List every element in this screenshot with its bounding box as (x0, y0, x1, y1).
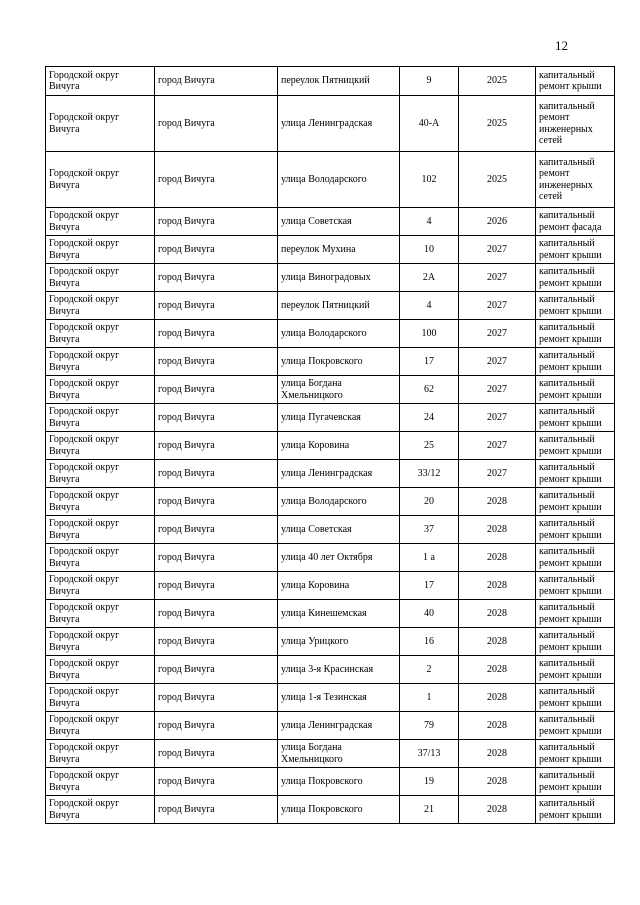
table-row (46, 236, 615, 264)
district-cell: Городской округ Вичуга (46, 600, 155, 628)
street-cell: улица Володарского (278, 488, 400, 516)
street-cell: улица Володарского (278, 320, 400, 348)
table-row (46, 264, 615, 292)
year-cell: 2027 (459, 432, 536, 460)
district-cell: Городской округ Вичуга (46, 572, 155, 600)
year-cell: 2028 (459, 712, 536, 740)
table-row (46, 96, 615, 152)
repair-schedule-table (45, 66, 615, 824)
street-cell: переулок Мухина (278, 236, 400, 264)
year-cell: 2027 (459, 376, 536, 404)
street-cell: улица Богдана Хмельницкого (278, 740, 400, 768)
district-cell: Городской округ Вичуга (46, 292, 155, 320)
house-number-cell: 17 (400, 572, 459, 600)
city-cell: город Вичуга (155, 236, 278, 264)
district-cell: Городской округ Вичуга (46, 432, 155, 460)
work-type-cell: капитальный ремонт крыши (536, 292, 615, 320)
year-cell: 2028 (459, 572, 536, 600)
street-cell: улица Коровина (278, 572, 400, 600)
city-cell: город Вичуга (155, 208, 278, 236)
city-cell: город Вичуга (155, 516, 278, 544)
table-body (46, 67, 615, 824)
district-cell: Городской округ Вичуга (46, 796, 155, 824)
year-cell: 2028 (459, 628, 536, 656)
table-row (46, 656, 615, 684)
house-number-cell: 2 (400, 656, 459, 684)
year-cell: 2027 (459, 292, 536, 320)
district-cell: Городской округ Вичуга (46, 684, 155, 712)
work-type-cell: капитальный ремонт инженерных сетей (536, 152, 615, 208)
year-cell: 2027 (459, 264, 536, 292)
year-cell: 2028 (459, 768, 536, 796)
work-type-cell: капитальный ремонт крыши (536, 348, 615, 376)
city-cell: город Вичуга (155, 600, 278, 628)
city-cell: город Вичуга (155, 404, 278, 432)
district-cell: Городской округ Вичуга (46, 460, 155, 488)
work-type-cell: капитальный ремонт крыши (536, 404, 615, 432)
city-cell: город Вичуга (155, 796, 278, 824)
work-type-cell: капитальный ремонт крыши (536, 628, 615, 656)
work-type-cell: капитальный ремонт крыши (536, 740, 615, 768)
street-cell: улица 3-я Красинская (278, 656, 400, 684)
district-cell: Городской округ Вичуга (46, 376, 155, 404)
street-cell: улица Виноградовых (278, 264, 400, 292)
district-cell: Городской округ Вичуга (46, 236, 155, 264)
city-cell: город Вичуга (155, 572, 278, 600)
street-cell: улица Ленинградская (278, 96, 400, 152)
table-row (46, 320, 615, 348)
district-cell: Городской округ Вичуга (46, 544, 155, 572)
year-cell: 2028 (459, 516, 536, 544)
year-cell: 2027 (459, 460, 536, 488)
street-cell: улица Урицкого (278, 628, 400, 656)
street-cell: улица 1-я Тезинская (278, 684, 400, 712)
city-cell: город Вичуга (155, 152, 278, 208)
year-cell: 2026 (459, 208, 536, 236)
table-row (46, 740, 615, 768)
work-type-cell: капитальный ремонт крыши (536, 320, 615, 348)
city-cell: город Вичуга (155, 432, 278, 460)
work-type-cell: капитальный ремонт крыши (536, 432, 615, 460)
house-number-cell: 102 (400, 152, 459, 208)
house-number-cell: 21 (400, 796, 459, 824)
district-cell: Городской округ Вичуга (46, 628, 155, 656)
house-number-cell: 79 (400, 712, 459, 740)
district-cell: Городской округ Вичуга (46, 516, 155, 544)
house-number-cell: 17 (400, 348, 459, 376)
house-number-cell: 25 (400, 432, 459, 460)
district-cell: Городской округ Вичуга (46, 712, 155, 740)
table-row (46, 432, 615, 460)
district-cell: Городской округ Вичуга (46, 404, 155, 432)
year-cell: 2025 (459, 96, 536, 152)
table-row (46, 376, 615, 404)
house-number-cell: 37 (400, 516, 459, 544)
street-cell: улица 40 лет Октября (278, 544, 400, 572)
street-cell: улица Богдана Хмельницкого (278, 376, 400, 404)
street-cell: улица Коровина (278, 432, 400, 460)
city-cell: город Вичуга (155, 292, 278, 320)
city-cell: город Вичуга (155, 628, 278, 656)
house-number-cell: 2А (400, 264, 459, 292)
page-number: 12 (555, 38, 568, 53)
year-cell: 2025 (459, 67, 536, 96)
work-type-cell: капитальный ремонт крыши (536, 712, 615, 740)
table-row (46, 684, 615, 712)
district-cell: Городской округ Вичуга (46, 320, 155, 348)
city-cell: город Вичуга (155, 712, 278, 740)
house-number-cell: 40 (400, 600, 459, 628)
city-cell: город Вичуга (155, 264, 278, 292)
district-cell: Городской округ Вичуга (46, 152, 155, 208)
city-cell: город Вичуга (155, 656, 278, 684)
district-cell: Городской округ Вичуга (46, 488, 155, 516)
city-cell: город Вичуга (155, 768, 278, 796)
house-number-cell: 1 а (400, 544, 459, 572)
house-number-cell: 62 (400, 376, 459, 404)
table-row (46, 712, 615, 740)
table-row (46, 488, 615, 516)
house-number-cell: 19 (400, 768, 459, 796)
work-type-cell: капитальный ремонт крыши (536, 572, 615, 600)
district-cell: Городской округ Вичуга (46, 656, 155, 684)
street-cell: улица Советская (278, 208, 400, 236)
street-cell: улица Володарского (278, 152, 400, 208)
table-row (46, 292, 615, 320)
year-cell: 2027 (459, 404, 536, 432)
work-type-cell: капитальный ремонт крыши (536, 516, 615, 544)
table-row (46, 544, 615, 572)
work-type-cell: капитальный ремонт инженерных сетей (536, 96, 615, 152)
table-row (46, 516, 615, 544)
house-number-cell: 9 (400, 67, 459, 96)
work-type-cell: капитальный ремонт крыши (536, 67, 615, 96)
table-row (46, 628, 615, 656)
year-cell: 2028 (459, 600, 536, 628)
year-cell: 2028 (459, 656, 536, 684)
work-type-cell: капитальный ремонт крыши (536, 236, 615, 264)
street-cell: улица Покровского (278, 348, 400, 376)
work-type-cell: капитальный ремонт крыши (536, 460, 615, 488)
city-cell: город Вичуга (155, 67, 278, 96)
street-cell: улица Пугачевская (278, 404, 400, 432)
city-cell: город Вичуга (155, 684, 278, 712)
year-cell: 2028 (459, 684, 536, 712)
district-cell: Городской округ Вичуга (46, 208, 155, 236)
city-cell: город Вичуга (155, 740, 278, 768)
street-cell: улица Кинешемская (278, 600, 400, 628)
year-cell: 2025 (459, 152, 536, 208)
work-type-cell: капитальный ремонт крыши (536, 488, 615, 516)
work-type-cell: капитальный ремонт крыши (536, 656, 615, 684)
house-number-cell: 100 (400, 320, 459, 348)
district-cell: Городской округ Вичуга (46, 264, 155, 292)
house-number-cell: 37/13 (400, 740, 459, 768)
street-cell: улица Советская (278, 516, 400, 544)
year-cell: 2028 (459, 488, 536, 516)
table-row (46, 460, 615, 488)
city-cell: город Вичуга (155, 544, 278, 572)
table-row (46, 600, 615, 628)
house-number-cell: 40-А (400, 96, 459, 152)
year-cell: 2027 (459, 236, 536, 264)
table-row (46, 152, 615, 208)
house-number-cell: 4 (400, 208, 459, 236)
table-row (46, 796, 615, 824)
district-cell: Городской округ Вичуга (46, 96, 155, 152)
house-number-cell: 4 (400, 292, 459, 320)
street-cell: переулок Пятницкий (278, 67, 400, 96)
district-cell: Городской округ Вичуга (46, 740, 155, 768)
table-row (46, 768, 615, 796)
table-row (46, 67, 615, 96)
table-row (46, 348, 615, 376)
house-number-cell: 24 (400, 404, 459, 432)
work-type-cell: капитальный ремонт крыши (536, 264, 615, 292)
work-type-cell: капитальный ремонт крыши (536, 796, 615, 824)
district-cell: Городской округ Вичуга (46, 67, 155, 96)
city-cell: город Вичуга (155, 488, 278, 516)
table-row (46, 572, 615, 600)
city-cell: город Вичуга (155, 320, 278, 348)
year-cell: 2027 (459, 348, 536, 376)
house-number-cell: 16 (400, 628, 459, 656)
district-cell: Городской округ Вичуга (46, 348, 155, 376)
table-row (46, 208, 615, 236)
city-cell: город Вичуга (155, 460, 278, 488)
table-row (46, 404, 615, 432)
house-number-cell: 33/12 (400, 460, 459, 488)
year-cell: 2028 (459, 796, 536, 824)
street-cell: улица Ленинградская (278, 712, 400, 740)
year-cell: 2027 (459, 320, 536, 348)
year-cell: 2028 (459, 740, 536, 768)
house-number-cell: 20 (400, 488, 459, 516)
work-type-cell: капитальный ремонт крыши (536, 600, 615, 628)
street-cell: улица Ленинградская (278, 460, 400, 488)
work-type-cell: капитальный ремонт крыши (536, 768, 615, 796)
work-type-cell: капитальный ремонт крыши (536, 376, 615, 404)
work-type-cell: капитальный ремонт крыши (536, 684, 615, 712)
city-cell: город Вичуга (155, 348, 278, 376)
year-cell: 2028 (459, 544, 536, 572)
district-cell: Городской округ Вичуга (46, 768, 155, 796)
work-type-cell: капитальный ремонт фасада (536, 208, 615, 236)
work-type-cell: капитальный ремонт крыши (536, 544, 615, 572)
street-cell: переулок Пятницкий (278, 292, 400, 320)
street-cell: улица Покровского (278, 768, 400, 796)
house-number-cell: 1 (400, 684, 459, 712)
city-cell: город Вичуга (155, 376, 278, 404)
city-cell: город Вичуга (155, 96, 278, 152)
house-number-cell: 10 (400, 236, 459, 264)
street-cell: улица Покровского (278, 796, 400, 824)
